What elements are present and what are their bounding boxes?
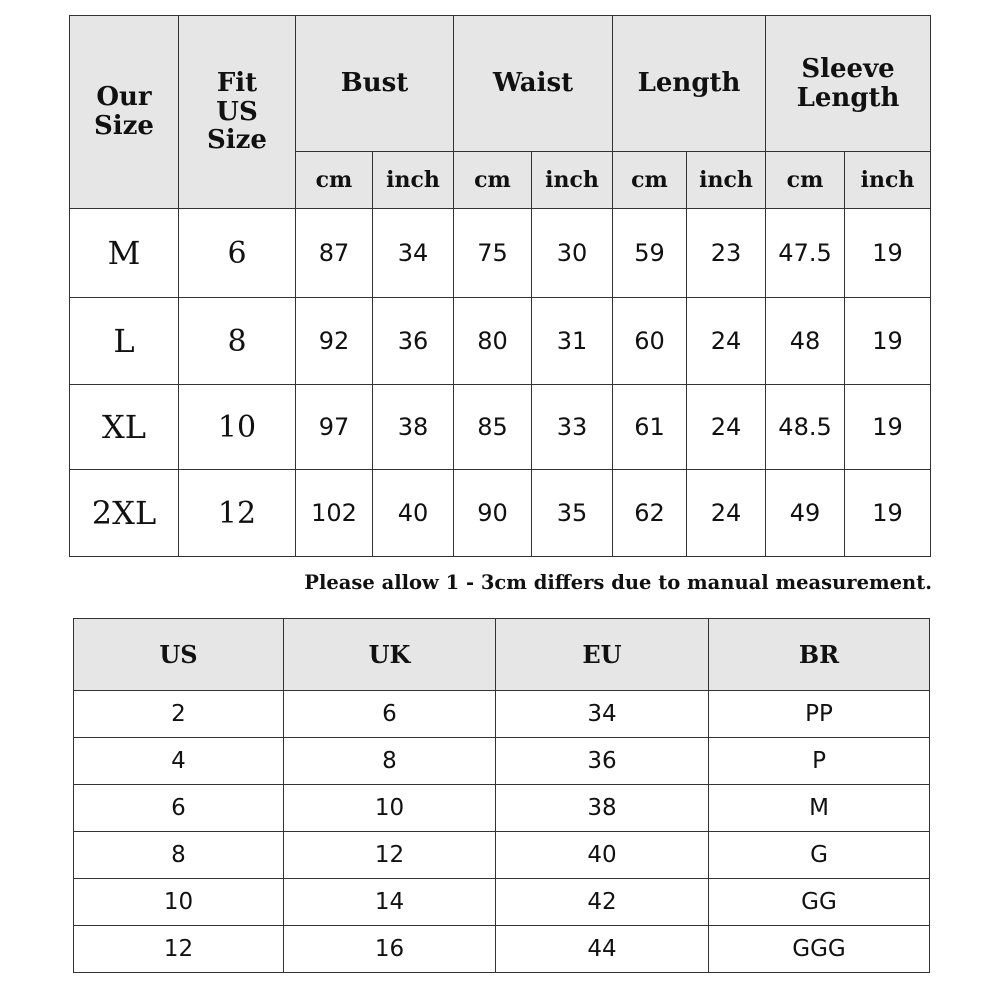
fit-us-cell: 8 [179, 298, 296, 385]
header-row-main [70, 16, 931, 152]
br-cell: GG [709, 879, 930, 926]
size-conversion-table [73, 618, 930, 973]
us-cell: 2 [74, 691, 284, 738]
eu-cell: 42 [496, 879, 709, 926]
conversion-body [74, 691, 930, 973]
table-row [74, 691, 930, 738]
unit-length-cm: cm [613, 152, 687, 209]
bust-inch-cell: 36 [373, 298, 454, 385]
waist-inch-cell: 35 [532, 470, 613, 557]
header-our-size: Our Size [70, 16, 179, 209]
bust-cm-cell: 102 [296, 470, 373, 557]
br-cell: M [709, 785, 930, 832]
unit-sleeve-inch: inch [845, 152, 931, 209]
table-row [70, 385, 931, 470]
bust-cm-cell: 92 [296, 298, 373, 385]
bust-inch-cell: 34 [373, 209, 454, 298]
bust-cm-cell: 87 [296, 209, 373, 298]
eu-cell: 38 [496, 785, 709, 832]
sleeve-cm-cell: 48.5 [766, 385, 845, 470]
unit-sleeve-cm: cm [766, 152, 845, 209]
header-bust: Bust [296, 16, 454, 152]
uk-cell: 10 [284, 785, 496, 832]
fit-us-cell: 6 [179, 209, 296, 298]
br-cell: G [709, 832, 930, 879]
bust-inch-cell: 40 [373, 470, 454, 557]
waist-cm-cell: 90 [454, 470, 532, 557]
size-cell: XL [70, 385, 179, 470]
us-cell: 10 [74, 879, 284, 926]
length-inch-cell: 24 [687, 470, 766, 557]
header-waist: Waist [454, 16, 613, 152]
uk-cell: 14 [284, 879, 496, 926]
eu-cell: 44 [496, 926, 709, 973]
unit-waist-cm: cm [454, 152, 532, 209]
size-chart-table [69, 15, 931, 557]
table-row [70, 209, 931, 298]
waist-inch-cell: 33 [532, 385, 613, 470]
table-row [74, 785, 930, 832]
sleeve-cm-cell: 49 [766, 470, 845, 557]
table-row [74, 738, 930, 785]
uk-cell: 6 [284, 691, 496, 738]
header-length: Length [613, 16, 766, 152]
br-cell: P [709, 738, 930, 785]
uk-cell: 12 [284, 832, 496, 879]
length-cm-cell: 62 [613, 470, 687, 557]
fit-us-cell: 12 [179, 470, 296, 557]
conversion-header-row [74, 619, 930, 691]
header-uk: UK [284, 619, 496, 691]
sleeve-cm-cell: 47.5 [766, 209, 845, 298]
sleeve-inch-cell: 19 [845, 385, 931, 470]
eu-cell: 40 [496, 832, 709, 879]
bust-cm-cell: 97 [296, 385, 373, 470]
table-row [74, 879, 930, 926]
size-chart-body [70, 209, 931, 557]
br-cell: GGG [709, 926, 930, 973]
header-fit-us-size: Fit US Size [179, 16, 296, 209]
eu-cell: 34 [496, 691, 709, 738]
unit-bust-inch: inch [373, 152, 454, 209]
header-br: BR [709, 619, 930, 691]
header-eu: EU [496, 619, 709, 691]
us-cell: 4 [74, 738, 284, 785]
size-chart-header [70, 16, 931, 209]
size-cell: 2XL [70, 470, 179, 557]
length-cm-cell: 59 [613, 209, 687, 298]
header-sleeve-length: Sleeve Length [766, 16, 931, 152]
length-inch-cell: 24 [687, 385, 766, 470]
sleeve-cm-cell: 48 [766, 298, 845, 385]
length-inch-cell: 24 [687, 298, 766, 385]
table-row [70, 298, 931, 385]
unit-waist-inch: inch [532, 152, 613, 209]
uk-cell: 16 [284, 926, 496, 973]
table-row [70, 470, 931, 557]
sleeve-inch-cell: 19 [845, 209, 931, 298]
us-cell: 6 [74, 785, 284, 832]
unit-length-inch: inch [687, 152, 766, 209]
eu-cell: 36 [496, 738, 709, 785]
waist-inch-cell: 31 [532, 298, 613, 385]
unit-bust-cm: cm [296, 152, 373, 209]
table-row [74, 832, 930, 879]
size-cell: L [70, 298, 179, 385]
table-row [74, 926, 930, 973]
bust-inch-cell: 38 [373, 385, 454, 470]
us-cell: 12 [74, 926, 284, 973]
us-cell: 8 [74, 832, 284, 879]
length-inch-cell: 23 [687, 209, 766, 298]
measurement-note: Please allow 1 - 3cm differs due to manual measurement. [304, 571, 932, 594]
uk-cell: 8 [284, 738, 496, 785]
waist-cm-cell: 80 [454, 298, 532, 385]
conversion-header [74, 619, 930, 691]
length-cm-cell: 60 [613, 298, 687, 385]
waist-cm-cell: 85 [454, 385, 532, 470]
header-us: US [74, 619, 284, 691]
br-cell: PP [709, 691, 930, 738]
waist-inch-cell: 30 [532, 209, 613, 298]
size-cell: M [70, 209, 179, 298]
fit-us-cell: 10 [179, 385, 296, 470]
waist-cm-cell: 75 [454, 209, 532, 298]
length-cm-cell: 61 [613, 385, 687, 470]
sleeve-inch-cell: 19 [845, 470, 931, 557]
sleeve-inch-cell: 19 [845, 298, 931, 385]
